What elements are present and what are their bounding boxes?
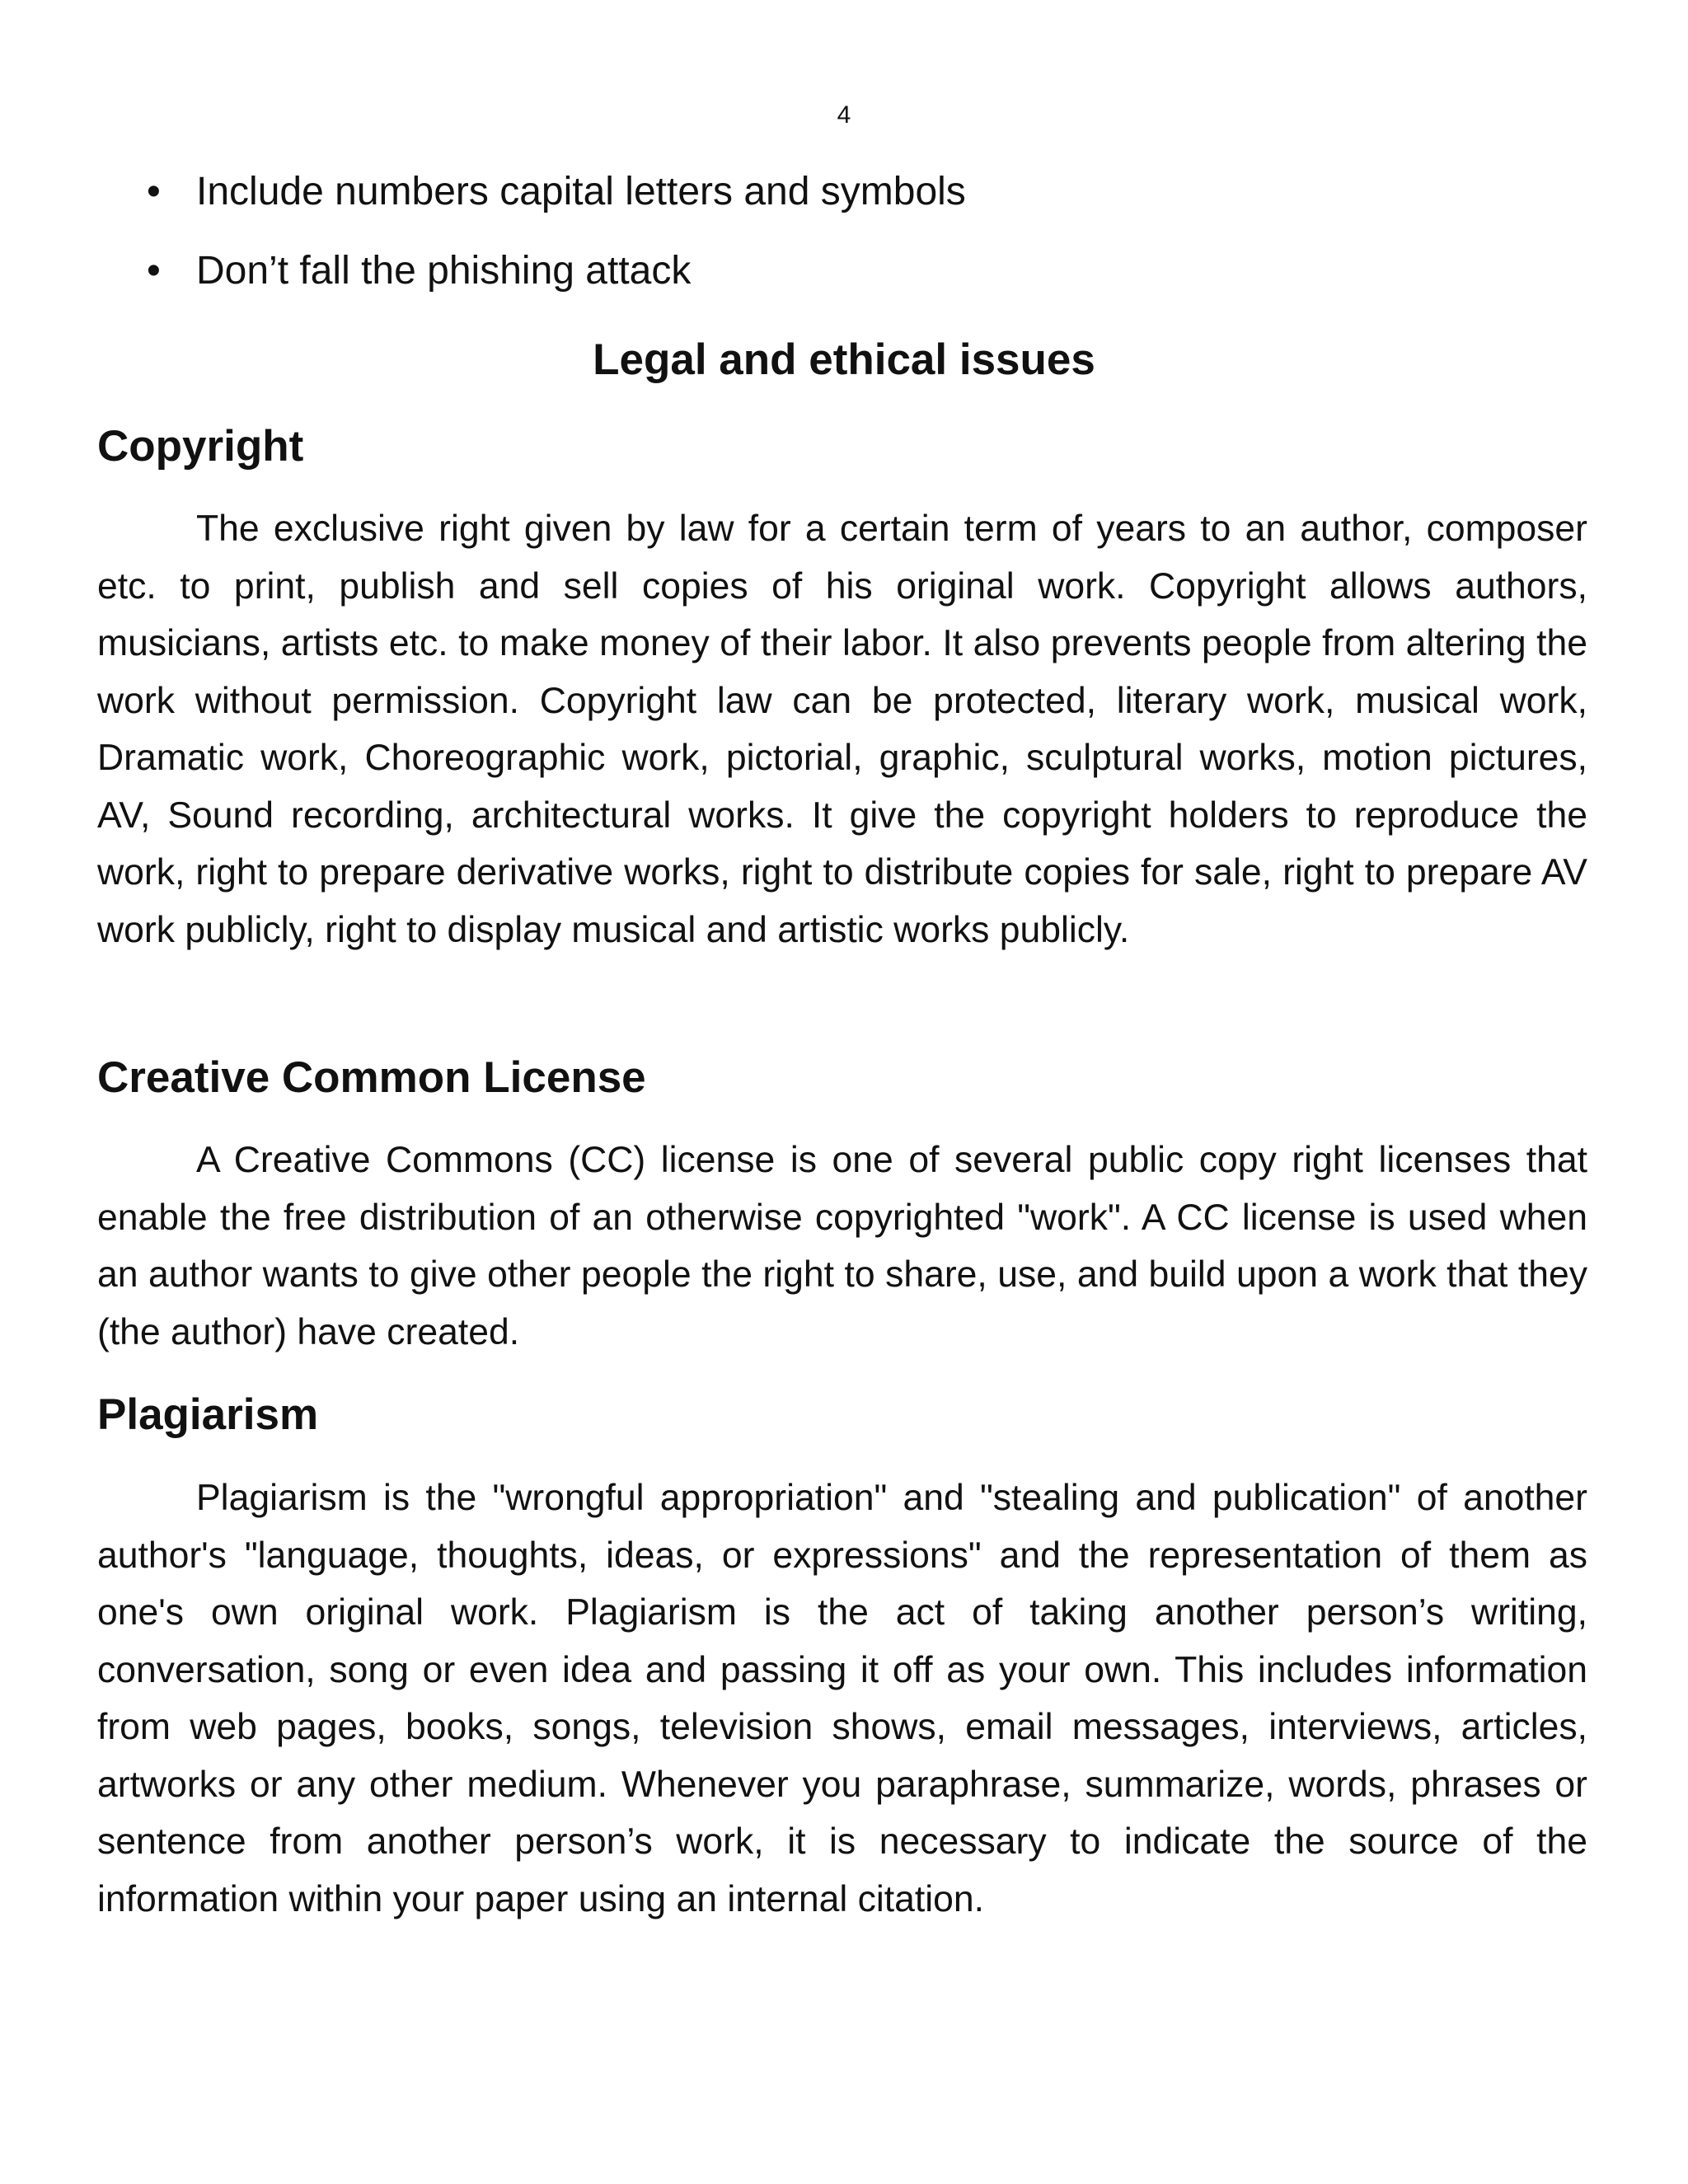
bullet-list [147,169,1548,327]
list-item [147,169,1548,215]
bullet-text: Include numbers capital letters and symbols [196,170,966,213]
section-heading-creative-common-license: Creative Common License [97,1053,646,1102]
bullet-icon: • [147,170,161,213]
bullet-icon: • [147,249,161,293]
page-title: Legal and ethical issues [593,335,1095,384]
page-number: 4 [837,101,851,129]
section-heading-copyright: Copyright [97,422,304,471]
section-body-plagiarism: Plagiarism is the "wrongful appropriation" and "stealing and publication" of another author's "language, thoughts, ideas, or expressions" and the representation of them as one's own original work. Plagiarism is the act of taking another person’s writing, conversation, song or even idea and passing it off as your own. This includes information from web pages, books, songs, television shows, email messages, interviews, articles, artworks or any other medium. Whenever you paraphrase, summarize, words, phrases or sentence from another person’s work, it is necessary to indicate the source of the information within your paper using an internal citation. [97,1478,1587,1919]
bullet-text: Don’t fall the phishing attack [196,249,692,293]
section-body-creative-common-license: A Creative Commons (CC) license is one of several public copy right licenses that enable the free distribution of an otherwise copyrighted "work". A CC license is used when an author wants to give other people the right to share, use, and build upon a work that they (the author) have created. [97,1140,1587,1352]
section-heading-plagiarism: Plagiarism [97,1390,319,1439]
list-item [147,248,1548,294]
section-body-copyright: The exclusive right given by law for a certain term of years to an author, composer etc. to print, publish and sell copies of his original work. Copyright allows authors, musicians, artists etc. to make money of their labor. It also prevents people from altering the work without permission. Copyright law can be protected, literary work, musical work, Dramatic work, Choreographic work, pictorial, graphic, sculptural works, motion pictures, AV, Sound recording, architectural works. It give the copyright holders to reproduce the work, right to prepare derivative works, right to distribute copies for sale, right to prepare AV work publicly, right to display musical and artistic works publicly. [97,509,1587,950]
